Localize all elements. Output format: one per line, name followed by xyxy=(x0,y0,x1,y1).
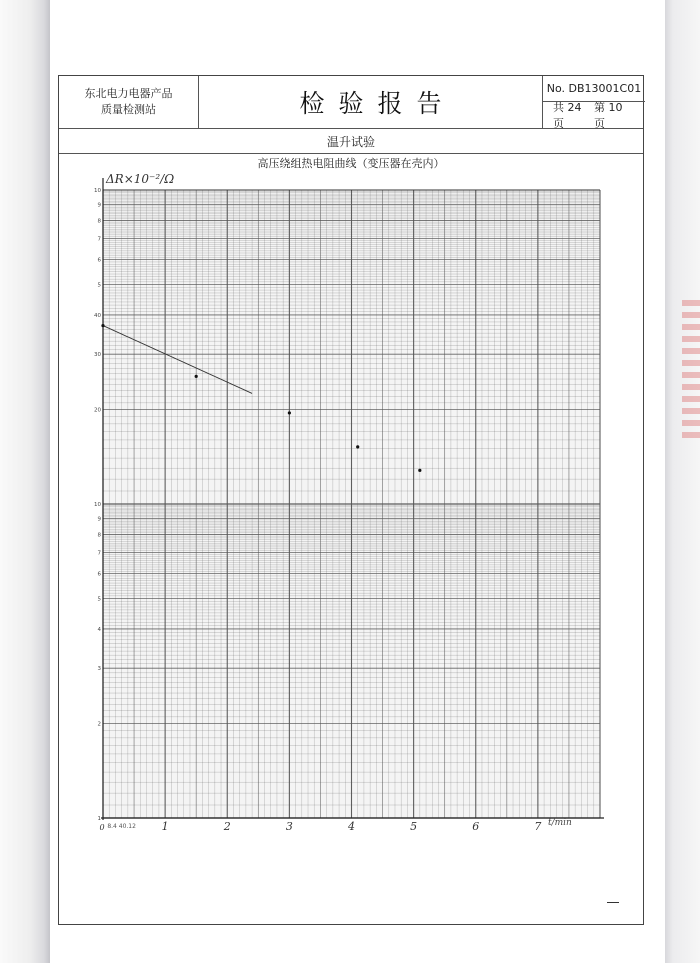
section-title: 温升试验 xyxy=(326,134,375,149)
data-point xyxy=(418,469,421,472)
y-tick-label: 10 xyxy=(94,502,101,508)
x-tick-label: 5 xyxy=(410,820,418,833)
data-point xyxy=(356,445,359,448)
data-point xyxy=(288,411,291,414)
organization-line-1: 东北电力电器产品 xyxy=(84,87,173,100)
y-tick-label: 1 xyxy=(97,816,101,822)
y-tick-label: 20 xyxy=(94,407,101,414)
y-tick-label: 40 xyxy=(94,312,101,319)
x-tick-label: 2 xyxy=(223,820,231,833)
x-tick-label: 4 xyxy=(348,820,355,833)
data-point xyxy=(195,375,198,378)
y-axis-label: ΔR×10⁻²/Ω xyxy=(106,172,175,186)
chart-title: 高压绕组热电阻曲线（变压器在壳内） xyxy=(257,157,445,170)
data-point xyxy=(101,324,104,327)
x-tick-label: 3 xyxy=(285,820,293,833)
x-tick-label: 6 xyxy=(472,820,480,833)
y-tick-label: 10 xyxy=(94,188,101,194)
x-tick-label: 7 xyxy=(534,820,542,833)
x-tick-label: 0 xyxy=(99,823,105,832)
y-tick-label: 7 xyxy=(97,236,101,243)
y-tick-label: 8 xyxy=(97,532,101,539)
x-axis-unit: t/min xyxy=(548,818,572,828)
y-tick-label: 2 xyxy=(97,721,101,728)
y-tick-label: 9 xyxy=(97,516,101,523)
y-tick-label: 8 xyxy=(97,218,101,225)
y-tick-label: 5 xyxy=(97,282,101,289)
y-tick-label: 5 xyxy=(97,596,101,603)
y-tick-label: 4 xyxy=(97,626,101,633)
corner-mark xyxy=(607,902,619,903)
organization-line-2: 质量检测站 xyxy=(101,103,156,116)
total-pages: 共 24 页 xyxy=(553,101,582,130)
x-tick-label: 1 xyxy=(161,820,169,833)
document-number: No. DB13001C01 xyxy=(543,76,645,102)
y-tick-label: 7 xyxy=(97,550,101,557)
y-tick-label: 30 xyxy=(94,352,101,359)
page-number: 第 10 页 xyxy=(594,101,623,130)
y-tick-label: 3 xyxy=(97,666,101,673)
y-tick-label: 6 xyxy=(97,571,101,578)
y-tick-label: 9 xyxy=(97,202,101,209)
y-tick-label: 6 xyxy=(97,257,101,264)
x-tick-annotation: 8.4 40.12 xyxy=(107,823,136,830)
report-title: 检验报告 xyxy=(299,89,456,118)
